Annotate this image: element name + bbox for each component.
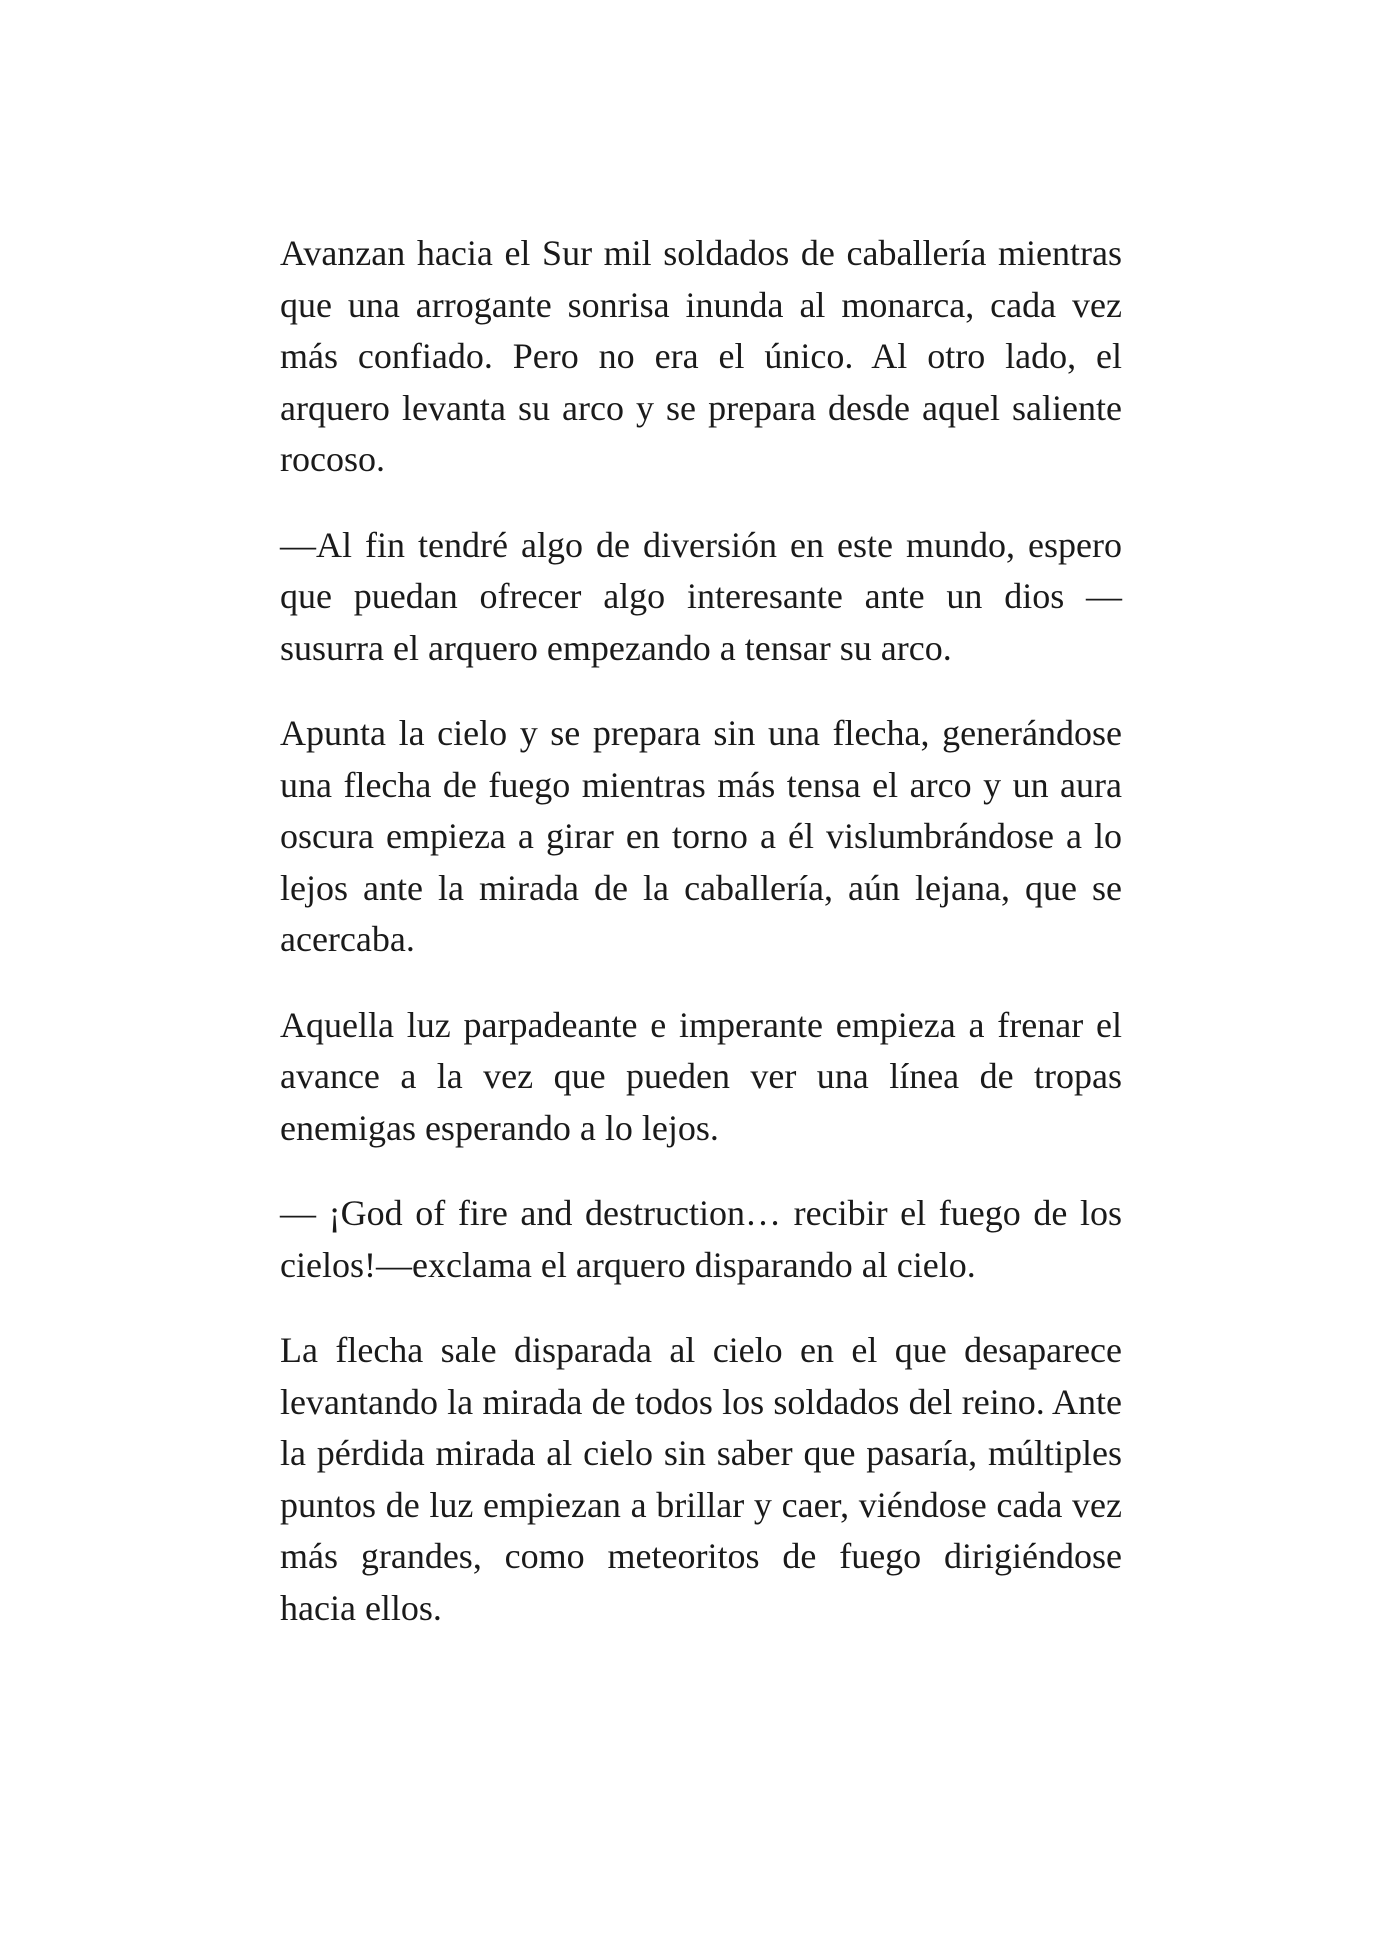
paragraph-3: Apunta la cielo y se prepara sin una flecha, generándose una flecha de fuego mientras más tensa el arco y un aura oscura empieza a girar en torno a él vislumbrándose a lo lejos ante la mirada de la caballería, aún lejana, que se acercaba. [280,713,1122,959]
body-text [280,228,1122,1634]
paragraph-4: Aquella luz parpadeante e imperante empieza a frenar el avance a la vez que pueden ver una línea de tropas enemigas esperando a lo lejos. [280,1004,1122,1148]
paragraph-5: — ¡God of fire and destruction… recibir el fuego de los cielos!—exclama el arquero disparando al cielo. [280,1193,1122,1285]
paragraph-2: —Al fin tendré algo de diversión en este mundo, espero que puedan ofrecer algo interesante ante un dios —susurra el arquero empezando a tensar su arco. [280,524,1122,668]
paragraph-1: Avanzan hacia el Sur mil soldados de caballería mientras que una arrogante sonrisa inunda al monarca, cada vez más confiado. Pero no era el único. Al otro lado, el arquero levanta su arco y se prepara desde aquel saliente rocoso. [280,233,1122,479]
paragraph-6: La flecha sale disparada al cielo en el que desaparece levantando la mirada de todos los soldados del reino. Ante la pérdida mirada al cielo sin saber que pasaría, múltiples puntos de luz empiezan a brillar y caer, viéndose cada vez más grandes, como meteoritos de fuego dirigiéndose hacia ellos. [280,1330,1122,1628]
